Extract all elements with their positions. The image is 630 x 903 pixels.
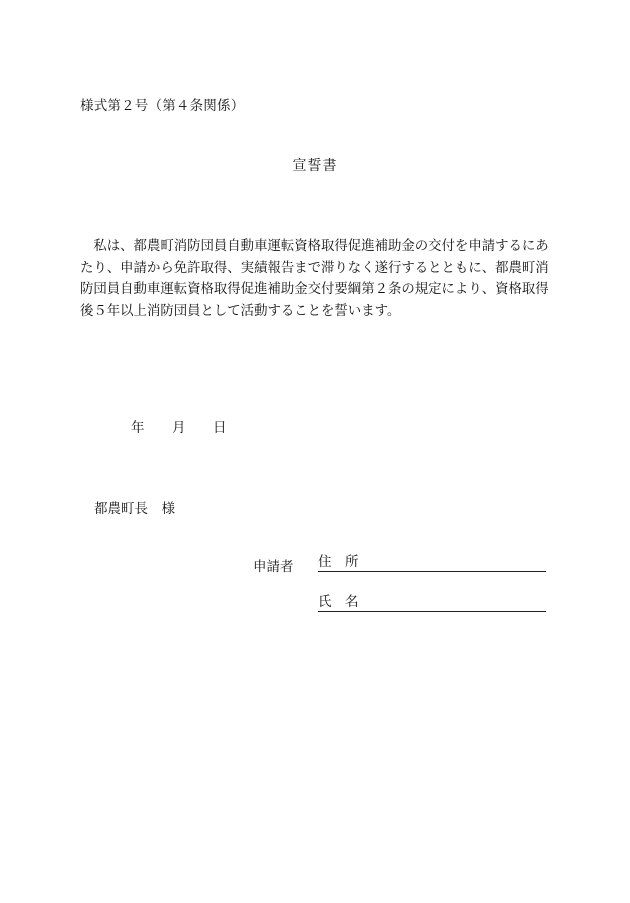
addressee: 都農町長 様 <box>94 501 175 517</box>
name-field[interactable] <box>318 593 546 612</box>
year-label: 年 <box>131 420 145 436</box>
oath-line: たり、申請から免許取得、実績報告まで滞りなく遂行するとともに、都農町消 <box>80 260 549 276</box>
name-label: 氏 名 <box>318 594 359 610</box>
document-title: 宣誓書 <box>292 158 338 174</box>
day-label: 日 <box>213 420 227 436</box>
address-label: 住 所 <box>318 554 359 570</box>
oath-line: 防団員自動車運転資格取得促進補助金交付要綱第２条の規定により、資格取得 <box>80 282 549 297</box>
oath-line: 私は、都農町消防団員自動車運転資格取得促進補助金の交付を申請するにあ <box>80 239 549 254</box>
applicant-label: 申請者 <box>253 559 294 575</box>
oath-line: 後５年以上消防団員として活動することを誓います。 <box>80 303 401 319</box>
oath-body <box>80 236 550 322</box>
date-row <box>0 416 630 436</box>
address-field[interactable] <box>318 553 546 572</box>
form-number: 様式第２号（第４条関係） <box>80 98 245 114</box>
month-label: 月 <box>172 420 186 436</box>
